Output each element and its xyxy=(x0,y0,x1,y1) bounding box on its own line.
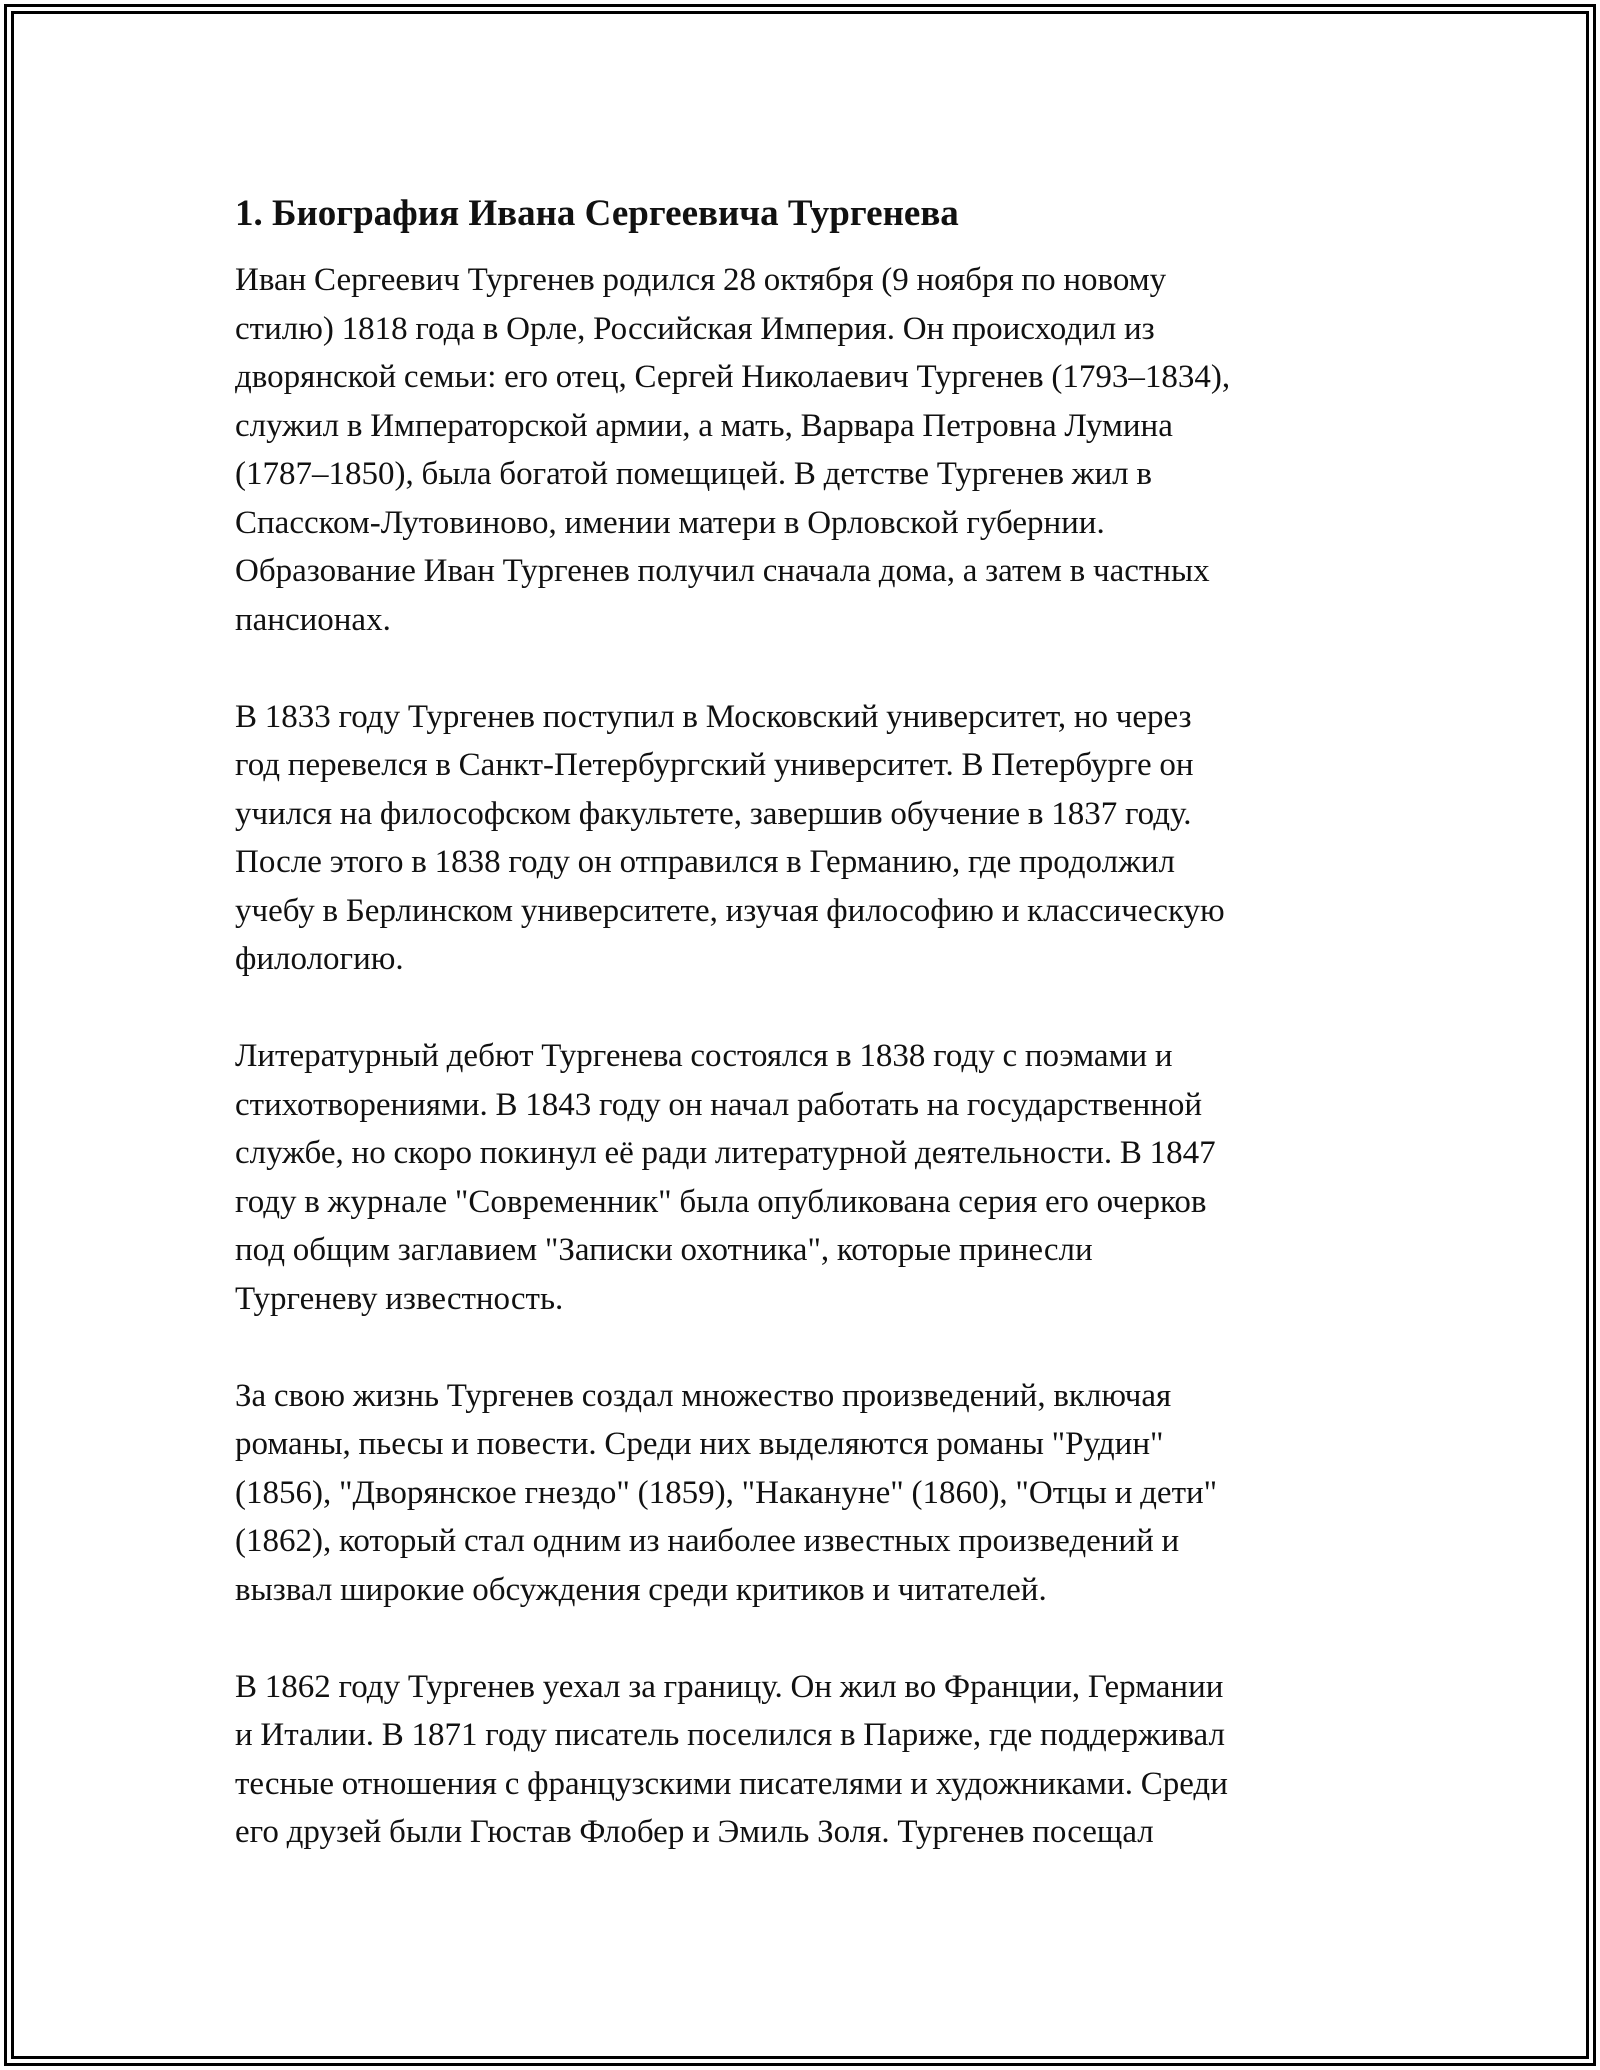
text-line: службе, но скоро покинул её ради литературной деятельности. В 1847 xyxy=(235,1135,1216,1171)
text-line: Иван Сергеевич Тургенев родился 28 октября (9 ноября по новому xyxy=(235,262,1167,298)
paragraph-3 xyxy=(235,1032,1375,1323)
paragraph-5 xyxy=(235,1663,1375,1857)
text-line: стихотворениями. В 1843 году он начал работать на государственной xyxy=(235,1086,1203,1123)
document-body xyxy=(235,186,1375,1905)
text-line: (1787–1850), была богатой помещицей. В детстве Тургенев жил в xyxy=(235,456,1152,492)
text-line: и Италии. В 1871 году писатель поселился в Париже, где поддерживал xyxy=(235,1717,1225,1753)
text-line: учился на философском факультете, завершив обучение в 1837 году. xyxy=(235,795,1192,832)
text-line: служил в Императорской армии, а мать, Варвара Петровна Лумина xyxy=(235,407,1173,444)
text-line: Тургеневу известность. xyxy=(235,1280,564,1317)
text-line: В 1862 году Тургенев уехал за границу. Он жил во Франции, Германии xyxy=(235,1668,1224,1705)
text-line: В 1833 году Тургенев поступил в Московский университет, но через xyxy=(235,698,1192,735)
text-line: под общим заглавием "Записки охотника", которые принесли xyxy=(235,1232,1093,1268)
paragraph-4 xyxy=(235,1372,1375,1615)
text-line: филологию. xyxy=(235,941,404,977)
text-line: Образование Иван Тургенев получил сначала дома, а затем в частных xyxy=(235,553,1210,589)
document-title: 1. Биография Ивана Сергеевича Тургенева xyxy=(235,193,959,234)
text-line: Литературный дебют Тургенева состоялся в 1838 году с поэмами и xyxy=(235,1038,1173,1074)
text-line: год перевелся в Санкт-Петербургский университет. В Петербурге он xyxy=(235,747,1194,783)
text-line: стилю) 1818 года в Орле, Российская Империя. Он происходил из xyxy=(235,310,1155,347)
text-line: вызвал широкие обсуждения среди критиков и читателей. xyxy=(235,1571,1047,1608)
paragraph-2 xyxy=(235,693,1375,984)
text-line: учебу в Берлинском университете, изучая философию и классическую xyxy=(235,892,1225,929)
text-line: После этого в 1838 году он отправился в Германию, где продолжил xyxy=(235,844,1176,880)
text-line: году в журнале "Современник" была опубликована серия его очерков xyxy=(235,1183,1207,1220)
text-line: (1856), "Дворянское гнездо" (1859), "Накануне" (1860), "Отцы и дети" xyxy=(235,1474,1218,1511)
text-line: его друзей были Гюстав Флобер и Эмиль Золя. Тургенев посещал xyxy=(235,1814,1154,1850)
text-line: (1862), который стал одним из наиболее известных произведений и xyxy=(235,1523,1180,1559)
text-line: тесные отношения с французскими писателями и художниками. Среди xyxy=(235,1765,1228,1802)
text-line: дворянской семьи: его отец, Сергей Николаевич Тургенев (1793–1834), xyxy=(235,359,1231,395)
text-line: Спасском-Лутовиново, имении матери в Орловской губернии. xyxy=(235,504,1105,541)
paragraph-1 xyxy=(235,256,1375,644)
text-line: пансионах. xyxy=(235,601,391,638)
text-line: За свою жизнь Тургенев создал множество произведений, включая xyxy=(235,1377,1172,1414)
text-line: романы, пьесы и повести. Среди них выделяются романы "Рудин" xyxy=(235,1426,1164,1462)
